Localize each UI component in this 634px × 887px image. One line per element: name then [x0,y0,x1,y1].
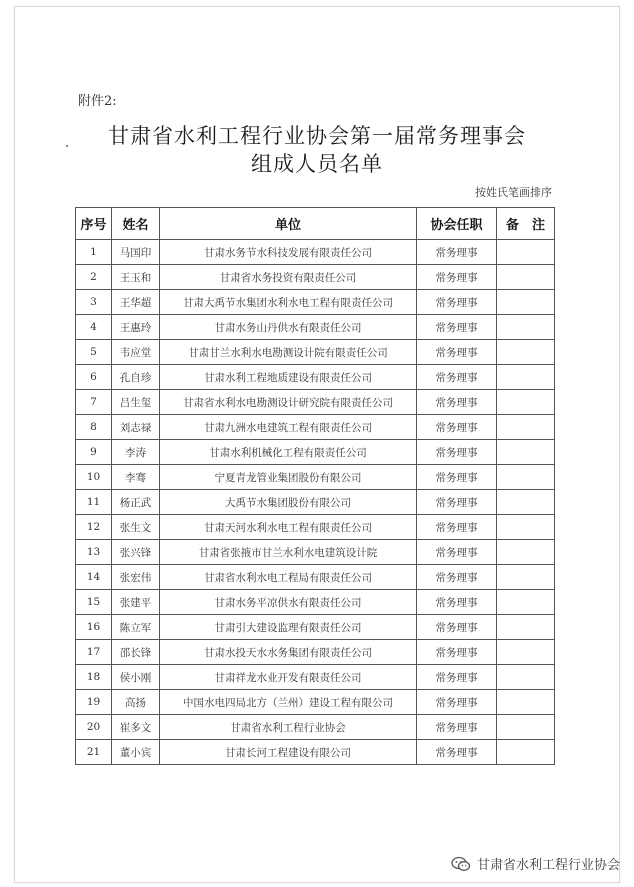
row-role: 常务理事 [417,615,497,640]
header-unit: 单位 [160,208,417,240]
row-role: 常务理事 [417,315,497,340]
row-role: 常务理事 [417,540,497,565]
row-role: 常务理事 [417,590,497,615]
watermark-text: 甘肃省水利工程行业协会 [476,858,620,873]
sort-note: 按姓氏笔画排序 [475,186,552,199]
table-row [76,515,555,540]
row-unit: 甘肃省张掖市甘兰水利水电建筑设计院 [160,540,417,565]
table-row [76,265,555,290]
row-unit: 甘肃天河水利水电工程有限责任公司 [160,515,417,540]
row-note [497,565,555,590]
table-row [76,540,555,565]
row-note [497,265,555,290]
header-name: 姓名 [112,208,160,240]
row-name: 陈立军 [112,615,160,640]
row-note [497,515,555,540]
row-no: 2 [76,265,112,290]
row-unit: 甘肃水利工程地质建设有限责任公司 [160,365,417,390]
row-unit: 甘肃水务平凉供水有限责任公司 [160,590,417,615]
row-note [497,740,555,765]
row-note [497,465,555,490]
row-name: 张生文 [112,515,160,540]
row-name: 李涛 [112,440,160,465]
row-no: 18 [76,665,112,690]
row-name: 吕生玺 [112,390,160,415]
row-role: 常务理事 [417,665,497,690]
table-row [76,665,555,690]
row-note [497,540,555,565]
row-role: 常务理事 [417,640,497,665]
table-body [76,240,555,765]
row-unit: 甘肃九洲水电建筑工程有限责任公司 [160,415,417,440]
header-note: 备 注 [497,208,555,240]
row-role: 常务理事 [417,715,497,740]
row-role: 常务理事 [417,340,497,365]
row-name: 王玉和 [112,265,160,290]
row-no: 17 [76,640,112,665]
row-role: 常务理事 [417,515,497,540]
row-note [497,365,555,390]
row-name: 王华超 [112,290,160,315]
row-role: 常务理事 [417,565,497,590]
row-note [497,415,555,440]
table-row [76,640,555,665]
row-role: 常务理事 [417,440,497,465]
row-note [497,390,555,415]
row-role: 常务理事 [417,690,497,715]
table-row [76,440,555,465]
row-name: 董小宾 [112,740,160,765]
row-unit: 甘肃甘兰水利水电勘测设计院有限责任公司 [160,340,417,365]
row-note [497,240,555,265]
row-no: 4 [76,315,112,340]
row-no: 12 [76,515,112,540]
row-name: 马国印 [112,240,160,265]
header-no: 序号 [76,208,112,240]
row-name: 张兴锋 [112,540,160,565]
table-row [76,490,555,515]
row-no: 8 [76,415,112,440]
row-note [497,715,555,740]
table-row [76,465,555,490]
row-unit: 甘肃水利机械化工程有限责任公司 [160,440,417,465]
row-role: 常务理事 [417,390,497,415]
attachment-label: 附件2: [78,94,117,109]
header-role: 协会任职 [417,208,497,240]
row-no: 20 [76,715,112,740]
row-name: 李骞 [112,465,160,490]
row-no: 7 [76,390,112,415]
row-name: 高扬 [112,690,160,715]
table-row [76,715,555,740]
row-no: 13 [76,540,112,565]
table-row [76,565,555,590]
row-unit: 宁夏青龙管业集团股份有限公司 [160,465,417,490]
row-no: 21 [76,740,112,765]
row-no: 16 [76,615,112,640]
row-unit: 甘肃大禹节水集团水利水电工程有限责任公司 [160,290,417,315]
table-row [76,240,555,265]
row-name: 邵长锋 [112,640,160,665]
row-role: 常务理事 [417,740,497,765]
row-name: 张宏伟 [112,565,160,590]
row-no: 5 [76,340,112,365]
row-no: 11 [76,490,112,515]
row-note [497,665,555,690]
row-name: 王惠玲 [112,315,160,340]
row-unit: 甘肃省水务投资有限责任公司 [160,265,417,290]
document-subtitle: 组成人员名单 [251,152,383,176]
row-no: 1 [76,240,112,265]
row-name: 张建平 [112,590,160,615]
table-row [76,415,555,440]
row-unit: 甘肃水投天水水务集团有限责任公司 [160,640,417,665]
row-role: 常务理事 [417,240,497,265]
row-name: 刘志禄 [112,415,160,440]
table-row [76,740,555,765]
table-row [76,340,555,365]
row-name: 杨正武 [112,490,160,515]
row-note [497,340,555,365]
row-unit: 甘肃水务节水科技发展有限责任公司 [160,240,417,265]
wechat-watermark [451,854,620,873]
member-table [75,207,555,765]
row-note [497,640,555,665]
row-unit: 甘肃长河工程建设有限公司 [160,740,417,765]
row-no: 6 [76,365,112,390]
row-note [497,615,555,640]
row-no: 19 [76,690,112,715]
table-row [76,615,555,640]
table-row [76,290,555,315]
row-unit: 甘肃省水利水电勘测设计研究院有限责任公司 [160,390,417,415]
row-no: 10 [76,465,112,490]
row-no: 15 [76,590,112,615]
row-note [497,590,555,615]
table-row [76,590,555,615]
row-note [497,440,555,465]
row-role: 常务理事 [417,490,497,515]
row-name: 韦应堂 [112,340,160,365]
row-role: 常务理事 [417,290,497,315]
row-role: 常务理事 [417,465,497,490]
row-note [497,690,555,715]
row-unit: 甘肃省水利工程行业协会 [160,715,417,740]
row-unit: 甘肃祥龙水业开发有限责任公司 [160,665,417,690]
row-note [497,290,555,315]
row-name: 侯小刚 [112,665,160,690]
table-row [76,690,555,715]
row-note [497,490,555,515]
row-note [497,315,555,340]
row-role: 常务理事 [417,265,497,290]
row-unit: 中国水电四局北方（兰州）建设工程有限公司 [160,690,417,715]
row-unit: 甘肃水务山丹供水有限责任公司 [160,315,417,340]
row-no: 9 [76,440,112,465]
row-role: 常务理事 [417,365,497,390]
row-role: 常务理事 [417,415,497,440]
row-unit: 甘肃引大建设监理有限责任公司 [160,615,417,640]
table-row [76,365,555,390]
row-no: 14 [76,565,112,590]
row-unit: 大禹节水集团股份有限公司 [160,490,417,515]
row-unit: 甘肃省水利水电工程局有限责任公司 [160,565,417,590]
table-row [76,315,555,340]
wechat-icon [451,856,471,872]
row-name: 孔自珍 [112,365,160,390]
row-name: 崔多文 [112,715,160,740]
row-no: 3 [76,290,112,315]
table-header-row [76,208,555,240]
document-title: 甘肃省水利工程行业协会第一届常务理事会 [108,124,526,148]
table-row [76,390,555,415]
